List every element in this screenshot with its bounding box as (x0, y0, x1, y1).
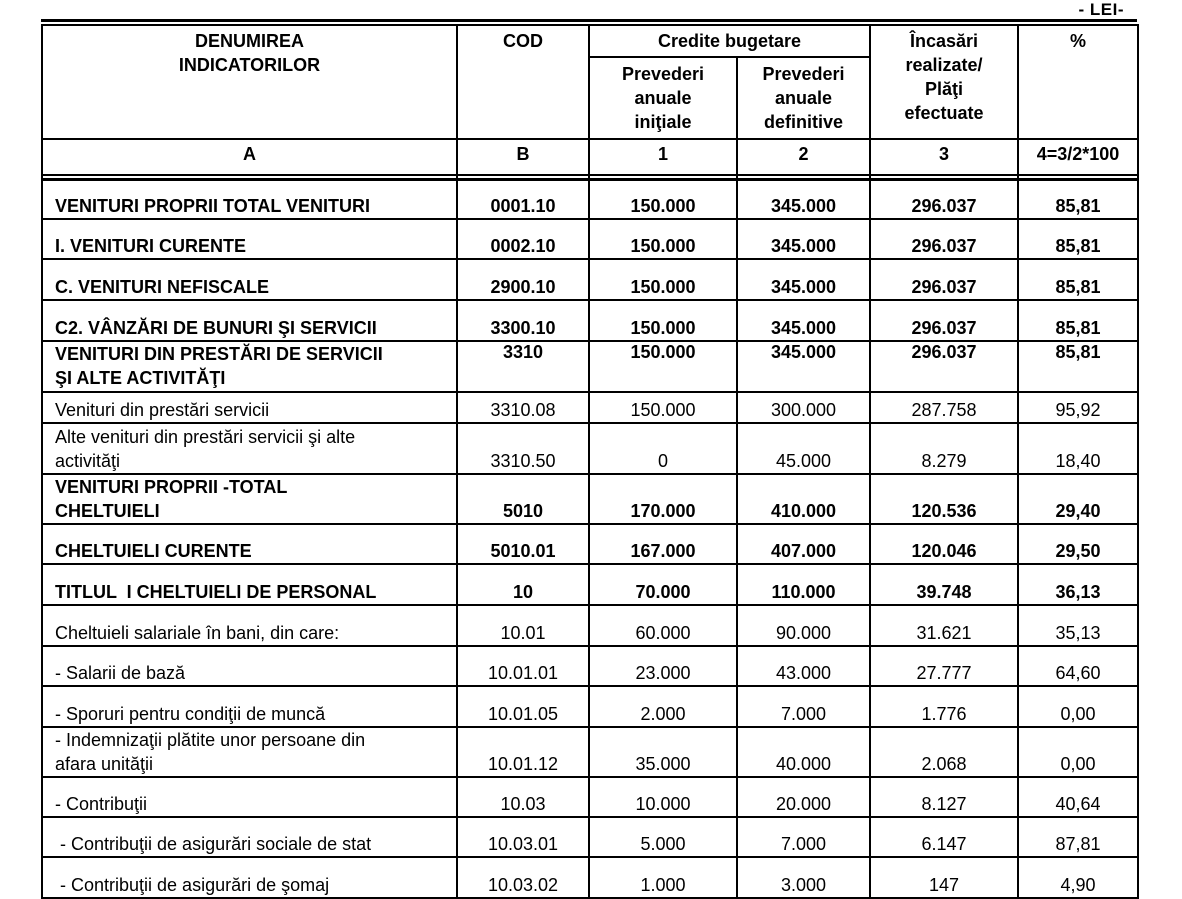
initial-provision-cell: 150.000 (589, 392, 737, 423)
code-cell: 5010.01 (457, 524, 589, 564)
table-row (42, 646, 1138, 686)
final-provision-cell: 20.000 (737, 777, 870, 817)
receipts-cell: 1.776 (870, 686, 1018, 727)
code-cell: 3310.08 (457, 392, 589, 423)
table-row (42, 392, 1138, 423)
code-cell: 10.03.02 (457, 857, 589, 898)
indicator-name-line: I. VENITURI CURENTE (55, 236, 247, 256)
initial-provision-cell: 167.000 (589, 524, 737, 564)
indicator-name-cell (42, 727, 457, 777)
code-cell: 10 (457, 564, 589, 605)
indicator-name-cell (42, 179, 457, 219)
table-row (42, 857, 1138, 898)
table-row (42, 727, 1138, 777)
indicator-name-line: Venituri din prestări servicii (55, 400, 270, 420)
percent-cell: 29,50 (1018, 524, 1138, 564)
code-cell: 0001.10 (457, 179, 589, 219)
code-cell: 10.03 (457, 777, 589, 817)
code-cell: 2900.10 (457, 259, 589, 300)
initial-provision-cell: 23.000 (589, 646, 737, 686)
receipts-cell: 2.068 (870, 727, 1018, 777)
code-cell: 0002.10 (457, 219, 589, 259)
receipts-cell: 296.037 (870, 341, 1018, 392)
receipts-cell: 287.758 (870, 392, 1018, 423)
indicator-name-line: - Sporuri pentru condiţii de muncă (55, 704, 326, 724)
indicator-name-line: Cheltuieli salariale în bani, din care: (55, 623, 340, 643)
indicator-name-line: - Salarii de bază (55, 663, 186, 683)
indicator-name-line: - Contribuţii de asigurări de şomaj (55, 875, 330, 895)
percent-cell: 40,64 (1018, 777, 1138, 817)
final-provision-cell: 45.000 (737, 423, 870, 474)
indicator-name-cell (42, 777, 457, 817)
unit-label: - LEI- (1078, 0, 1124, 19)
column-code-b: B (457, 139, 589, 175)
header-receipts-payments: Încasări realizate/ Plăţi efectuate (870, 25, 1018, 139)
initial-provision-cell: 150.000 (589, 219, 737, 259)
indicator-name-line: activităţi (55, 451, 121, 471)
indicator-name-line: - Indemnizaţii plătite unor persoane din (55, 730, 366, 750)
header-initial-provisions: Prevederi anuale iniţiale (589, 57, 737, 139)
percent-cell: 85,81 (1018, 219, 1138, 259)
percent-cell: 29,40 (1018, 474, 1138, 524)
code-cell: 5010 (457, 474, 589, 524)
table-row (42, 564, 1138, 605)
column-code-4: 4=3/2*100 (1018, 139, 1138, 175)
initial-provision-cell: 2.000 (589, 686, 737, 727)
initial-provision-cell: 70.000 (589, 564, 737, 605)
indicator-name-line: C. VENITURI NEFISCALE (55, 277, 270, 297)
indicator-name-line: VENITURI DIN PRESTĂRI DE SERVICII (55, 344, 383, 364)
percent-cell: 85,81 (1018, 179, 1138, 219)
indicator-name-line: - Contribuţii (55, 794, 148, 814)
top-rule (41, 19, 1137, 22)
receipts-cell: 296.037 (870, 300, 1018, 341)
receipts-cell: 8.127 (870, 777, 1018, 817)
initial-provision-cell: 0 (589, 423, 737, 474)
table-row (42, 686, 1138, 727)
indicator-name-cell (42, 646, 457, 686)
table-row (42, 179, 1138, 219)
indicator-name-line: - Contribuţii de asigurări sociale de stat (55, 834, 372, 854)
table-row (42, 341, 1138, 392)
indicator-name-cell (42, 259, 457, 300)
code-cell: 3300.10 (457, 300, 589, 341)
indicator-name-cell (42, 219, 457, 259)
header-final-provisions: Prevederi anuale definitive (737, 57, 870, 139)
indicator-name-cell (42, 524, 457, 564)
initial-provision-cell: 60.000 (589, 605, 737, 646)
column-code-a: A (42, 139, 457, 175)
initial-provision-cell: 10.000 (589, 777, 737, 817)
indicator-name-cell (42, 686, 457, 727)
final-provision-cell: 410.000 (737, 474, 870, 524)
initial-provision-cell: 5.000 (589, 817, 737, 857)
code-cell: 10.01.01 (457, 646, 589, 686)
final-provision-cell: 300.000 (737, 392, 870, 423)
table-body (42, 179, 1138, 898)
receipts-cell: 147 (870, 857, 1018, 898)
receipts-cell: 296.037 (870, 179, 1018, 219)
percent-cell: 85,81 (1018, 300, 1138, 341)
initial-provision-cell: 150.000 (589, 179, 737, 219)
column-code-1: 1 (589, 139, 737, 175)
initial-provision-cell: 150.000 (589, 259, 737, 300)
final-provision-cell: 90.000 (737, 605, 870, 646)
final-provision-cell: 7.000 (737, 817, 870, 857)
receipts-cell: 296.037 (870, 259, 1018, 300)
indicator-name-cell (42, 423, 457, 474)
indicator-name-line: TITLUL I CHELTUIELI DE PERSONAL (55, 582, 377, 602)
indicator-name-line: CHELTUIELI CURENTE (55, 541, 252, 561)
indicator-name-cell (42, 857, 457, 898)
indicator-name-line: CHELTUIELI (55, 501, 160, 521)
receipts-cell: 8.279 (870, 423, 1018, 474)
final-provision-cell: 40.000 (737, 727, 870, 777)
receipts-cell: 31.621 (870, 605, 1018, 646)
percent-cell: 95,92 (1018, 392, 1138, 423)
indicator-name-line: VENITURI PROPRII -TOTAL (55, 477, 288, 497)
header-budget-credits: Credite bugetare (589, 25, 870, 57)
table-row (42, 605, 1138, 646)
budget-table (41, 24, 1139, 899)
code-cell: 10.01.12 (457, 727, 589, 777)
code-cell: 10.01 (457, 605, 589, 646)
table-row (42, 817, 1138, 857)
receipts-cell: 6.147 (870, 817, 1018, 857)
final-provision-cell: 345.000 (737, 300, 870, 341)
initial-provision-cell: 150.000 (589, 341, 737, 392)
indicator-name-line: ŞI ALTE ACTIVITĂŢI (55, 368, 226, 388)
table-row (42, 777, 1138, 817)
indicator-name-cell (42, 474, 457, 524)
final-provision-cell: 3.000 (737, 857, 870, 898)
percent-cell: 87,81 (1018, 817, 1138, 857)
receipts-cell: 120.046 (870, 524, 1018, 564)
indicator-name-cell (42, 341, 457, 392)
code-cell: 3310.50 (457, 423, 589, 474)
final-provision-cell: 407.000 (737, 524, 870, 564)
percent-cell: 18,40 (1018, 423, 1138, 474)
column-code-3: 3 (870, 139, 1018, 175)
code-cell: 10.03.01 (457, 817, 589, 857)
indicator-name-line: afara unităţii (55, 754, 154, 774)
indicator-name-line: Alte venituri din prestări servicii şi alte (55, 427, 356, 447)
percent-cell: 0,00 (1018, 727, 1138, 777)
final-provision-cell: 345.000 (737, 341, 870, 392)
header-percent: % (1018, 25, 1138, 139)
table-row (42, 474, 1138, 524)
header-code: COD (457, 25, 589, 139)
receipts-cell: 296.037 (870, 219, 1018, 259)
indicator-name-cell (42, 564, 457, 605)
final-provision-cell: 43.000 (737, 646, 870, 686)
code-cell: 10.01.05 (457, 686, 589, 727)
percent-cell: 85,81 (1018, 259, 1138, 300)
final-provision-cell: 345.000 (737, 259, 870, 300)
percent-cell: 0,00 (1018, 686, 1138, 727)
receipts-cell: 27.777 (870, 646, 1018, 686)
final-provision-cell: 7.000 (737, 686, 870, 727)
table-row (42, 300, 1138, 341)
indicator-name-cell (42, 300, 457, 341)
final-provision-cell: 345.000 (737, 219, 870, 259)
final-provision-cell: 110.000 (737, 564, 870, 605)
indicator-name-cell (42, 605, 457, 646)
indicator-name-line: C2. VÂNZĂRI DE BUNURI ŞI SERVICII (55, 318, 377, 338)
table-row (42, 219, 1138, 259)
header-indicator-name: DENUMIREA INDICATORILOR (42, 25, 457, 139)
initial-provision-cell: 35.000 (589, 727, 737, 777)
percent-cell: 64,60 (1018, 646, 1138, 686)
table-row (42, 423, 1138, 474)
indicator-name-cell (42, 392, 457, 423)
initial-provision-cell: 1.000 (589, 857, 737, 898)
code-cell: 3310 (457, 341, 589, 392)
percent-cell: 4,90 (1018, 857, 1138, 898)
indicator-name-cell (42, 817, 457, 857)
final-provision-cell: 345.000 (737, 179, 870, 219)
table-row (42, 524, 1138, 564)
receipts-cell: 120.536 (870, 474, 1018, 524)
percent-cell: 36,13 (1018, 564, 1138, 605)
percent-cell: 35,13 (1018, 605, 1138, 646)
percent-cell: 85,81 (1018, 341, 1138, 392)
initial-provision-cell: 170.000 (589, 474, 737, 524)
initial-provision-cell: 150.000 (589, 300, 737, 341)
table-row (42, 259, 1138, 300)
column-code-2: 2 (737, 139, 870, 175)
receipts-cell: 39.748 (870, 564, 1018, 605)
indicator-name-line: VENITURI PROPRII TOTAL VENITURI (55, 196, 371, 216)
